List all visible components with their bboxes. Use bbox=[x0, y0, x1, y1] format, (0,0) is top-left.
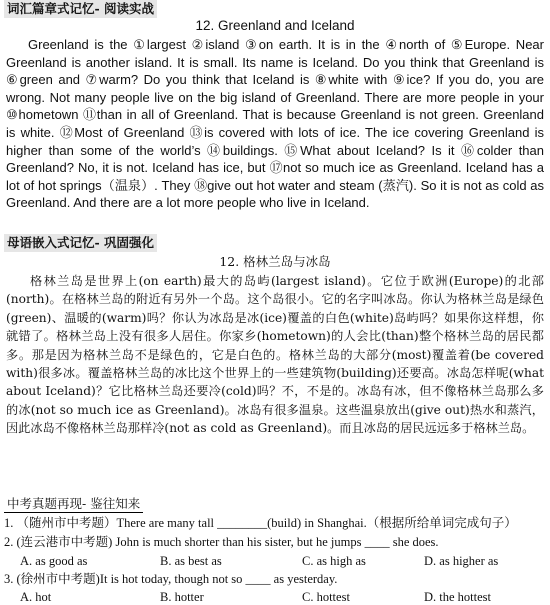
passage-paragraph-chinese: 格林兰岛是世界上(on earth)最大的岛屿(largest island)。它位于欧洲(Europe)的北部(north)。在格林兰岛的附近有另外一个岛。这个岛很小。它的名字叫冰岛。你认为格林兰岛是绿色(green)、温暖的(warm)吗？你认为冰岛是冰(ice)覆盖的白色(white)岛屿吗？如果你这样想，你就错了。格林兰岛上没有很多人居住。你家乡(hometown)的人会比(than)整个格林兰岛的居民都多。那是因为格林兰岛不是绿色的，它是白色的。格林兰岛的大部分(most)覆盖着(be covered with)很多冰。覆盖格林兰岛的冰比这个世界上的一些建筑物(building)还要高。冰岛怎样呢(what about Iceland)？它比格林兰岛还要冷(cold)吗？不，不是的。冰岛有冰，但不像格林兰岛那么多的冰(not so much ice as Greenland)。冰岛有很多温泉。这些温泉放出(give out)热水和蒸汽，因此冰岛不像格林兰岛那样冷(not as cold as Greenland)。而且冰岛的居民远远多于格林兰岛。 bbox=[6, 274, 544, 436]
question-2: 2. (连云港市中考题) John is much shorter than his sister, but he jumps ____ she does. bbox=[4, 535, 439, 549]
passage-title-english: 12. Greenland and Iceland bbox=[195, 18, 355, 33]
option-b: B. hotter bbox=[160, 590, 204, 604]
option-b: B. as best as bbox=[160, 554, 222, 568]
section-banner-exam: 中考真题再现- 鉴往知来 bbox=[4, 495, 143, 513]
option-d: D. as higher as bbox=[424, 554, 499, 568]
passage-title-chinese: 12. 格林兰岛与冰岛 bbox=[219, 254, 331, 269]
section-banner-reading: 词汇篇章式记忆- 阅读实战 bbox=[4, 0, 157, 18]
passage-paragraph-english: Greenland is the ①largest ②island ③on earth. It is in the ④north of ⑤Europe. Near Greenland is another island. It is small. Its name is Iceland. Do you think that Greenland is ⑥green and ⑦warm? Do you think that Iceland is ⑧white with ⑨ice? If you do, you are wrong. Not many people live on the big island of Greenland. There are more people in your ⑩hometown ⑪than in all of Greenland. That is because Greenland is not green. Greenland is white. ⑫Most of Greenland ⑬is covered with lots of ice. The ice covering Greenland is higher than some of the world’s ⑭buildings. ⑮What about Iceland? Is it ⑯colder than Greenland? No, it is not. Iceland has ice, but ⑰not so much ice as Greenland. Iceland has a lot of hot springs（温泉）. They ⑱give out hot water and steam (蒸汽). So it is not as cold as Greenland. And there are a lot more people who live in Iceland. bbox=[6, 37, 544, 211]
option-d: D. the hottest bbox=[424, 590, 492, 604]
section-banner-reinforce: 母语嵌入式记忆- 巩固强化 bbox=[4, 234, 157, 252]
option-a: A. as good as bbox=[20, 554, 88, 568]
question-1: 1. （随州市中考题）There are many tall ________(build) in Shanghai.（根据所给单词完成句子） bbox=[4, 516, 517, 530]
option-c: C. as high as bbox=[302, 554, 366, 568]
option-a: A. hot bbox=[20, 590, 52, 604]
question-3: 3. (徐州市中考题)It is hot today, though not so ____ as yesterday. bbox=[4, 572, 338, 586]
option-c: C. hottest bbox=[302, 590, 350, 604]
